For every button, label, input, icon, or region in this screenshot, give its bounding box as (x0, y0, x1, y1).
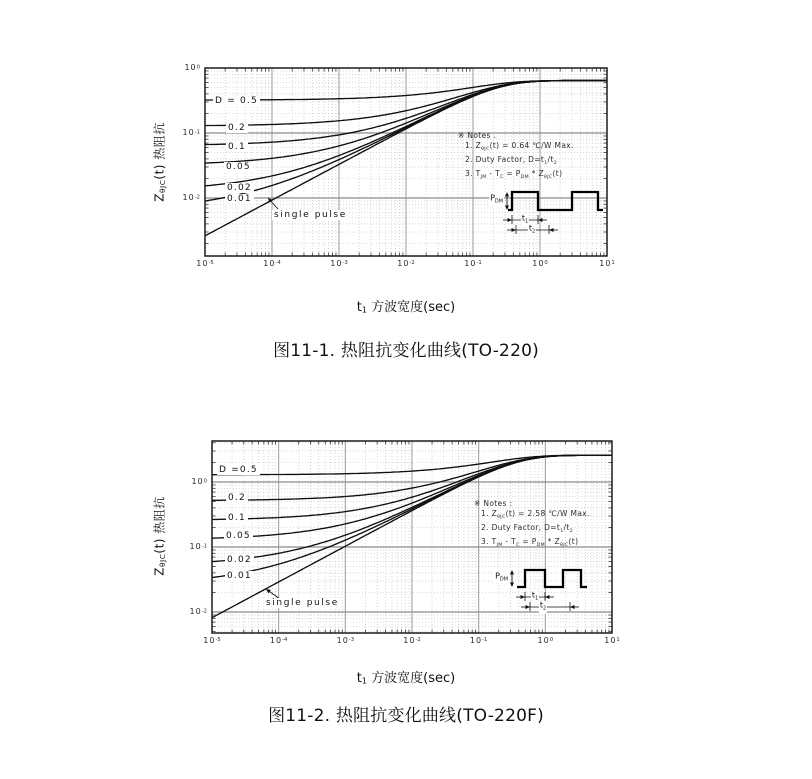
pulse-t1-label: $t_1$ (521, 213, 529, 225)
curve-label: 0.2 (228, 123, 246, 133)
x-tick-label: $10^{-1}$ (464, 259, 482, 268)
y-tick-label: $10^0$ (184, 63, 200, 73)
y-axis-title-to220: $Z_{\theta JC}(t)$ 热阻抗 (152, 122, 168, 202)
notes-line: 2. Duty Factor, $D=t_1/t_2$ (465, 154, 558, 166)
x-tick-label: $10^{-4}$ (269, 636, 288, 645)
notes-box-to220f (474, 499, 590, 550)
pulse-waveform (508, 192, 603, 210)
x-tick-label: $10^{-3}$ (330, 259, 348, 268)
x-tick-label: $10^{-2}$ (397, 259, 415, 268)
curve-label: 0.02 (227, 555, 252, 565)
y-tick-label: $10^{-1}$ (182, 128, 200, 138)
pulse-t2-label: $t_2$ (528, 223, 536, 235)
notes-line: 2. Duty Factor, $D=t_1/t_2$ (481, 522, 574, 534)
x-tick-label: $10^1$ (604, 636, 620, 645)
x-tick-label: $10^{-4}$ (263, 259, 281, 268)
y-tick-label: $10^0$ (191, 477, 207, 487)
curve-label: 0.1 (228, 142, 246, 152)
notes-line: 1. $Z_{\theta JC}(t) = 0.64$ ℃/W Max. (465, 141, 574, 152)
x-tick-label: $10^0$ (532, 259, 548, 268)
curve-label: 0.05 (226, 531, 251, 541)
y-tick-label: $10^{-2}$ (182, 193, 200, 203)
x-axis-title-to220: $t_1$ 方波宽度(sec) (356, 300, 456, 315)
notes-line: 1. $Z_{\theta JC}(t) = 2.58$ ℃/W Max. (481, 509, 590, 520)
figure-caption-to220f: 图11-2. 热阻抗变化曲线(TO-220F) (268, 706, 544, 726)
x-tick-label: $10^{-5}$ (196, 259, 214, 268)
curve-label: 0.01 (227, 571, 252, 581)
notes-line: 3. $T_{JM} - T_C = P_{DM} * Z_{\theta JC}(t)$ (465, 168, 563, 180)
y-axis-title-to220f: $Z_{\theta JC}(t)$ 热阻抗 (152, 496, 168, 576)
x-tick-label: $10^0$ (537, 636, 554, 645)
pulse-t1-label: $t_1$ (531, 590, 539, 602)
curve-label: 0.1 (228, 513, 246, 523)
single-pulse-label: single pulse (266, 598, 339, 608)
y-tick-label: $10^{-1}$ (189, 542, 207, 552)
curve-label: 0.02 (227, 183, 252, 193)
curve-label: D =0.5 (219, 465, 258, 475)
x-tick-label: $10^1$ (599, 259, 615, 268)
notes-box-to220 (458, 131, 574, 182)
pulse-power-label: $P_{DM}$ (495, 571, 508, 583)
curve-label: 0.05 (226, 162, 251, 172)
x-tick-label: $10^{-3}$ (336, 636, 355, 645)
pulse-power-label: $P_{DM}$ (490, 193, 503, 205)
curve-label: D = 0.5 (215, 96, 258, 106)
x-tick-label: $10^{-5}$ (203, 636, 221, 645)
curve-label: 0.01 (227, 194, 252, 204)
notes-line: 3. $T_{JM} - T_C = P_{DM} * Z_{\theta JC}(t)$ (481, 536, 579, 548)
x-tick-label: $10^{-1}$ (469, 636, 488, 645)
curve-label: 0.2 (228, 493, 246, 503)
notes-line: ※ Notes . (458, 131, 497, 140)
pulse-t2-label: $t_2$ (539, 600, 547, 612)
figure-caption-to220: 图11-1. 热阻抗变化曲线(TO-220) (273, 341, 539, 361)
x-tick-label: $10^{-2}$ (403, 636, 421, 645)
single-pulse-label: single pulse (274, 210, 347, 220)
x-axis-title-to220f: $t_1$ 方波宽度(sec) (356, 671, 456, 686)
notes-line: ※ Notes : (474, 499, 513, 508)
y-tick-label: $10^{-2}$ (189, 607, 207, 617)
